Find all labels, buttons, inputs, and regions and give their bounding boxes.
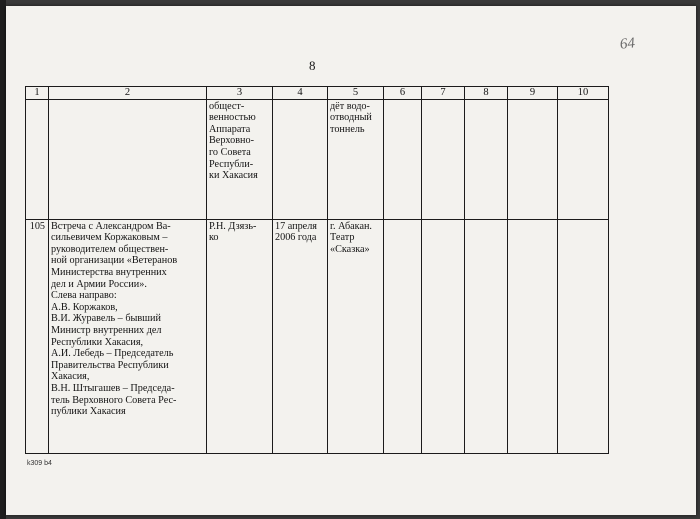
table-cell [558, 99, 609, 219]
table-cell [422, 99, 465, 219]
entry-author: Р.Н. Дзязь- ко [207, 219, 273, 453]
table-cell-place: дёт водо- отводный тоннель [328, 99, 384, 219]
page-number: 8 [309, 58, 316, 73]
table-cell [558, 219, 609, 453]
column-header: 7 [422, 87, 465, 100]
table-row-entry [26, 219, 609, 453]
entry-date: 17 апреля 2006 года [273, 219, 328, 453]
table-cell [422, 219, 465, 453]
column-header: 8 [465, 87, 508, 100]
column-header: 4 [273, 87, 328, 100]
column-header: 1 [26, 87, 49, 100]
archive-stamp: k309 b4 [27, 460, 52, 467]
entry-number: 105 [26, 219, 49, 453]
inventory-table [25, 86, 609, 454]
table-cell [508, 99, 558, 219]
column-header: 2 [49, 87, 207, 100]
table-cell [384, 99, 422, 219]
column-header: 5 [328, 87, 384, 100]
table-row-continued [26, 99, 609, 219]
table-cell [508, 219, 558, 453]
column-header: 10 [558, 87, 609, 100]
table-cell [465, 99, 508, 219]
header-row [26, 87, 609, 100]
column-header: 6 [384, 87, 422, 100]
archive-sheet-number: 64 [619, 35, 636, 53]
table-cell [465, 219, 508, 453]
table-cell [26, 99, 49, 219]
column-header: 3 [207, 87, 273, 100]
table-cell [273, 99, 328, 219]
column-header: 9 [508, 87, 558, 100]
entry-place: г. Абакан. Театр «Сказка» [328, 219, 384, 453]
entry-description: Встреча с Александром Ва- сильевичем Коржаковым – руководителем обществен- ной организации «Ветеранов Министерства внутренних дел и Армии России». Слева направо: А.В. Коржаков, В.И. Журавель – бывший Министр внутренних дел Республики Хакасия, А.И. Лебедь – Председатель Правительства Республики Хакасия, В.Н. Штыгашев – Председа- тель Верховного Совета Рес- публики Хакасия [49, 219, 207, 453]
table-cell [384, 219, 422, 453]
table-cell [49, 99, 207, 219]
table-cell-organization: общест- венностью Аппарата Верховно- го Совета Республи- ки Хакасия [207, 99, 273, 219]
